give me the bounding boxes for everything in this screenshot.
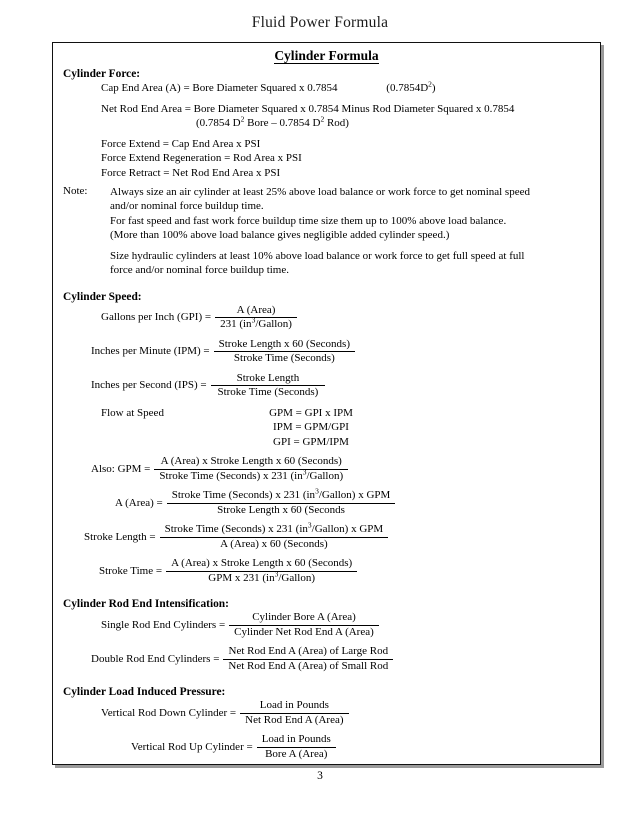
net-rod-shorthand-exp1: 2 xyxy=(240,114,245,124)
net-rod-shorthand-exp2: 2 xyxy=(320,114,325,124)
formula-box-title xyxy=(53,48,600,64)
area-numerator xyxy=(167,486,396,504)
cap-end-area-text: Cap End Area (A) = Bore Diameter Squared x 0.7854 xyxy=(101,82,338,94)
stroke-time-fraction xyxy=(166,557,357,585)
stroke-time-den-b: /Gallon) xyxy=(278,571,315,584)
vertical-rod-up-fraction xyxy=(257,733,336,761)
stroke-time-den-a: GPM x 231 (in xyxy=(208,571,275,584)
single-rod-end-denominator: Cylinder Net Rod End A (Area) xyxy=(234,625,374,638)
section-heading-load-induced-pressure: Cylinder Load Induced Pressure: xyxy=(63,686,226,699)
note-label: Note: xyxy=(63,185,88,197)
vertical-rod-up-label: Vertical Rod Up Cylinder = xyxy=(131,740,253,753)
vertical-rod-down-numerator: Load in Pounds xyxy=(240,699,348,714)
note-body xyxy=(110,185,600,278)
flow-at-speed-label: Flow at Speed xyxy=(101,406,164,419)
area-denominator: Stroke Length x 60 (Seconds xyxy=(217,503,345,516)
gpi-den-a: 231 (in xyxy=(220,318,252,331)
stroke-time-denominator xyxy=(166,569,357,586)
single-rod-end-numerator: Cylinder Bore A (Area) xyxy=(229,611,379,626)
note-block xyxy=(63,185,600,278)
cylinder-formula-box xyxy=(52,42,601,765)
net-rod-end-area-shorthand-line xyxy=(196,116,600,131)
also-gpm-label: Also: GPM = xyxy=(91,462,151,475)
area-label: A (Area) = xyxy=(115,496,163,509)
also-gpm-numerator: A (Area) x Stroke Length x 60 (Seconds) xyxy=(154,455,348,470)
area-fraction xyxy=(167,486,396,517)
section-heading-rod-end-intensification: Cylinder Rod End Intensification: xyxy=(63,598,229,611)
vertical-rod-down-label: Vertical Rod Down Cylinder = xyxy=(101,706,237,719)
net-rod-end-area-line: Net Rod End Area = Bore Diameter Squared x 0.7854 Minus Rod Diameter Squared x 0.7854 xyxy=(101,102,515,115)
net-rod-shorthand-a: (0.7854 D xyxy=(196,117,241,129)
gpi-denominator xyxy=(215,315,297,332)
equation-single-rod-end xyxy=(101,611,600,639)
single-rod-end-fraction xyxy=(229,611,379,639)
note-line-1: Always size an air cylinder at least 25% above load balance or work force to get nominal speed xyxy=(110,186,530,198)
ips-numerator: Stroke Length xyxy=(211,372,326,387)
stroke-time-den-exponent: 3 xyxy=(274,569,279,579)
stroke-length-num-a: Stroke Time (Seconds) x 231 (in xyxy=(164,523,308,536)
stroke-time-label: Stroke Time = xyxy=(99,564,163,577)
gpi-den-exponent: 3 xyxy=(251,315,256,325)
note-line-2: and/or nominal force buildup time. xyxy=(110,200,264,213)
equation-inches-per-second xyxy=(91,372,600,400)
ipm-denominator: Stroke Time (Seconds) xyxy=(233,352,335,365)
double-rod-end-numerator: Net Rod End A (Area) of Large Rod xyxy=(223,645,393,660)
formula-box-title-text: Cylinder Formula xyxy=(274,48,379,63)
ips-label: Inches per Second (IPS) = xyxy=(91,379,207,392)
flow-at-speed-row-3 xyxy=(101,435,600,450)
double-rod-end-fraction xyxy=(223,645,393,673)
cap-end-area-shorthand-open: (0.7854D xyxy=(386,82,429,94)
vertical-rod-down-fraction xyxy=(240,699,348,727)
also-gpm-den-a: Stroke Time (Seconds) x 231 (in xyxy=(159,469,303,482)
equation-vertical-rod-up xyxy=(131,733,600,761)
page-title: Fluid Power Formula xyxy=(251,14,389,31)
double-rod-end-denominator: Net Rod End A (Area) of Small Rod xyxy=(228,659,389,672)
note-line-4: (More than 100% above load balance gives negligible added cylinder speed.) xyxy=(110,228,450,241)
force-extend-regeneration-line: Force Extend Regeneration = Rod Area x PSI xyxy=(101,152,302,164)
note-line-3: For fast speed and fast work force buildup time size them up to 100% above load balance. xyxy=(110,214,507,227)
force-extend-line: Force Extend = Cap End Area x PSI xyxy=(101,137,261,150)
formula-box-content xyxy=(53,48,600,769)
area-num-b: /Gallon) x GPM xyxy=(318,489,391,502)
cap-end-area-shorthand-exponent: 2 xyxy=(428,79,432,89)
area-num-a: Stroke Time (Seconds) x 231 (in xyxy=(171,489,316,502)
also-gpm-den-exponent: 3 xyxy=(302,467,307,477)
equation-also-gpm xyxy=(91,455,600,483)
cap-end-area-line xyxy=(101,81,600,96)
equation-gallons-per-inch xyxy=(101,304,600,332)
vertical-rod-down-denominator: Net Rod End A (Area) xyxy=(245,713,344,726)
gpi-label: Gallons per Inch (GPI) = xyxy=(101,311,212,324)
net-rod-shorthand-c: Rod) xyxy=(324,117,349,129)
equation-inches-per-minute xyxy=(91,338,600,366)
note-line-6: force and/or nominal force buildup time. xyxy=(110,264,289,277)
also-gpm-den-b: /Gallon) xyxy=(306,469,344,482)
area-num-exponent: 3 xyxy=(315,486,319,496)
stroke-length-denominator: A (Area) x 60 (Seconds) xyxy=(220,537,328,550)
gpi-numerator: A (Area) xyxy=(215,304,297,319)
force-retract-line: Force Retract = Net Rod End Area x PSI xyxy=(101,166,281,179)
equation-area xyxy=(115,486,600,517)
gpi-den-b: /Gallon) xyxy=(255,318,292,331)
equation-stroke-length xyxy=(84,520,600,551)
ipm-label: Inches per Minute (IPM) = xyxy=(91,345,210,358)
note-line-5: Size hydraulic cylinders at least 10% above load balance or work force to get full speed at full xyxy=(110,250,525,263)
equation-double-rod-end xyxy=(91,645,600,673)
single-rod-end-label: Single Rod End Cylinders = xyxy=(101,618,226,631)
flow-at-speed-row-1 xyxy=(101,406,600,421)
stroke-length-label: Stroke Length = xyxy=(84,530,156,543)
also-gpm-fraction xyxy=(154,455,348,483)
ips-fraction xyxy=(211,372,326,400)
stroke-length-num-exponent: 3 xyxy=(307,520,312,530)
section-heading-cylinder-force: Cylinder Force: xyxy=(63,68,141,80)
vertical-rod-up-numerator: Load in Pounds xyxy=(257,733,336,748)
net-rod-shorthand-b: Bore – 0.7854 D xyxy=(244,117,321,129)
vertical-rod-up-denominator: Bore A (Area) xyxy=(265,747,328,760)
ipm-numerator: Stroke Length x 60 (Seconds) xyxy=(214,338,355,353)
cap-end-area-shorthand-close: ) xyxy=(431,82,436,94)
page-number: 3 xyxy=(317,770,323,782)
equation-vertical-rod-down xyxy=(101,699,600,727)
stroke-time-numerator: A (Area) x Stroke Length x 60 (Seconds) xyxy=(166,557,357,572)
stroke-length-numerator xyxy=(160,520,389,538)
stroke-length-fraction xyxy=(160,520,389,551)
flow-at-speed-line-3: GPI = GPM/IPM xyxy=(273,435,349,448)
flow-at-speed-row-2 xyxy=(101,420,600,435)
also-gpm-denominator xyxy=(154,467,348,484)
section-heading-cylinder-speed: Cylinder Speed: xyxy=(63,290,142,303)
ips-denominator: Stroke Time (Seconds) xyxy=(217,386,319,399)
stroke-length-num-b: /Gallon) x GPM xyxy=(311,523,384,536)
flow-at-speed-line-2: IPM = GPM/GPI xyxy=(273,421,349,434)
gpi-fraction xyxy=(215,304,297,332)
ipm-fraction xyxy=(214,338,355,366)
flow-at-speed-line-1: GPM = GPI x IPM xyxy=(269,406,353,419)
equation-stroke-time xyxy=(99,557,600,585)
double-rod-end-label: Double Rod End Cylinders = xyxy=(91,652,220,665)
